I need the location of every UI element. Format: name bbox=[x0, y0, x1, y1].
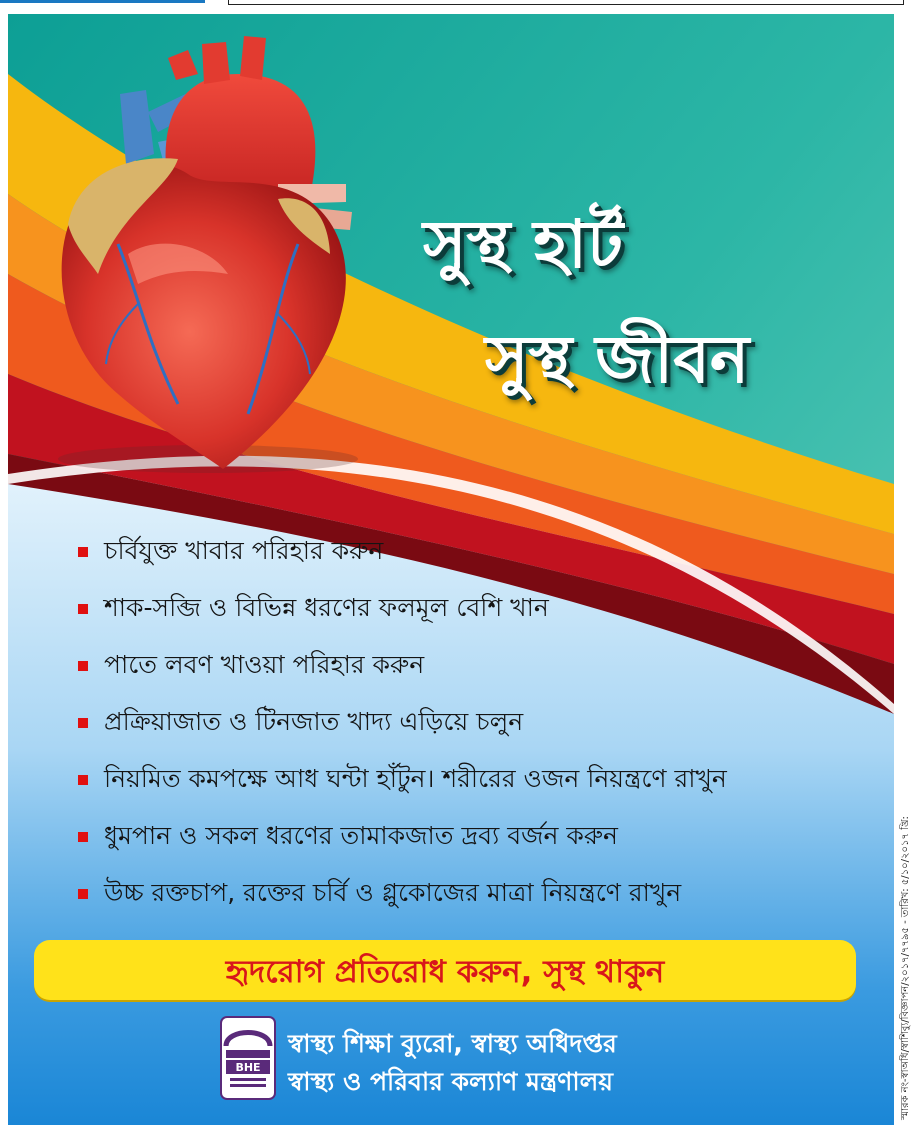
bhe-logo-icon bbox=[220, 1016, 276, 1100]
title-line-1: সুস্থ হার্ট bbox=[423, 206, 624, 283]
slogan-banner bbox=[34, 940, 856, 1000]
list-item: চর্বিযুক্ত খাবার পরিহার করুন bbox=[78, 534, 878, 591]
bullet-square-icon bbox=[78, 718, 88, 728]
list-item: শাক-সব্জি ও বিভিন্ন ধরণের ফলমূল বেশি খান bbox=[78, 591, 878, 648]
bullet-square-icon bbox=[78, 889, 88, 899]
side-reference-note: স্মারক নং-স্বাঅধি/স্বাশিব্যু/বিজ্ঞাপন/২০১৭/৭৭৯৫ - তারিখ: ৫/১০/২০১৭ খ্রি: bbox=[900, 816, 911, 1120]
list-item: পাতে লবণ খাওয়া পরিহার করুন bbox=[78, 648, 878, 705]
org-line-2: স্বাস্থ্য ও পরিবার কল্যাণ মন্ত্রণালয় bbox=[288, 1067, 613, 1096]
slogan-text: হৃদরোগ প্রতিরোধ করুন, সুস্থ থাকুন bbox=[225, 954, 665, 990]
title-line-2: সুস্থ জীবন bbox=[485, 321, 750, 398]
list-item: নিয়মিত কমপক্ষে আধ ঘন্টা হাঁটুন। শরীরের ওজন নিয়ন্ত্রণে রাখুন bbox=[78, 762, 878, 819]
health-poster bbox=[8, 14, 894, 1125]
top-frame bbox=[0, 0, 924, 12]
svg-text:BHE: BHE bbox=[235, 1061, 261, 1074]
bullet-square-icon bbox=[78, 832, 88, 842]
org-line-1: স্বাস্থ্য শিক্ষা ব্যুরো, স্বাস্থ্য অধিদপ্তর bbox=[288, 1029, 617, 1058]
list-item: প্রক্রিয়াজাত ও টিনজাত খাদ্য এড়িয়ে চলুন bbox=[78, 705, 878, 762]
list-item: ধুমপান ও সকল ধরণের তামাকজাত দ্রব্য বর্জন করুন bbox=[78, 819, 878, 876]
bullet-square-icon bbox=[78, 661, 88, 671]
bullet-square-icon bbox=[78, 775, 88, 785]
top-right-box bbox=[228, 0, 904, 5]
bullet-square-icon bbox=[78, 604, 88, 614]
top-left-rule bbox=[0, 0, 205, 3]
health-tips-list bbox=[78, 534, 878, 933]
list-item: উচ্চ রক্তচাপ, রক্তের চর্বি ও গ্লুকোজের মাত্রা নিয়ন্ত্রণে রাখুন bbox=[78, 876, 878, 933]
bullet-square-icon bbox=[78, 547, 88, 557]
